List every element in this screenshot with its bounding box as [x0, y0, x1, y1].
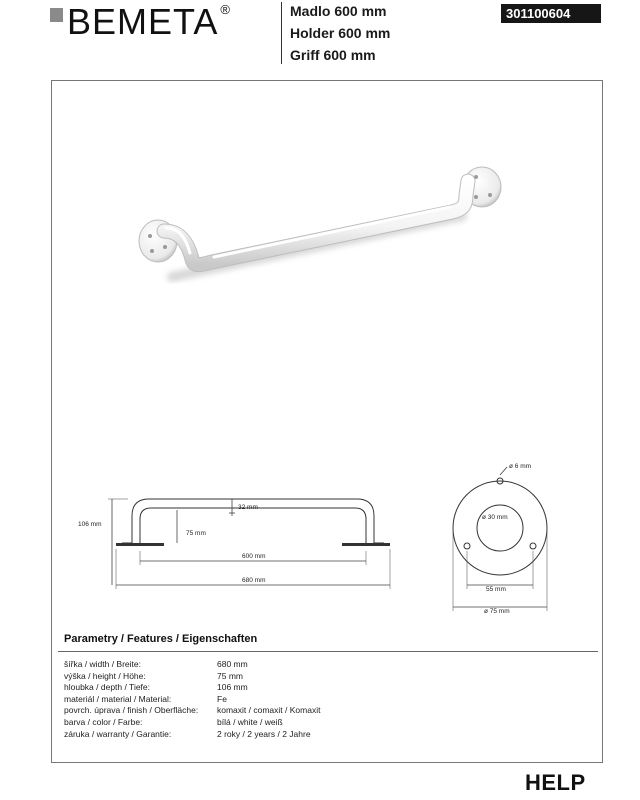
dim-total-width-label: 680 mm [242, 577, 266, 584]
param-value: 75 mm [217, 670, 243, 681]
param-row [64, 717, 484, 729]
brand-name: BEMETA [67, 1, 219, 42]
title-de: Griff 600 mm [290, 47, 376, 63]
param-row [64, 682, 484, 694]
dim-outer-diameter-label: ø 75 mm [484, 608, 510, 615]
params-title: Parametry / Features / Eigenschaften [64, 633, 258, 645]
param-row [64, 694, 484, 706]
brand-logo [50, 2, 230, 42]
page-header [0, 0, 640, 70]
param-row [64, 659, 484, 671]
param-row [64, 671, 484, 683]
dim-inner-diameter-label: ø 30 mm [482, 514, 508, 521]
param-name: záruka / warranty / Garantie: [64, 728, 172, 739]
params-table [64, 659, 484, 740]
param-name: hloubka / depth / Tiefe: [64, 682, 151, 693]
param-value: komaxit / comaxit / Komaxit [217, 705, 321, 716]
logo-mark-icon [50, 8, 63, 22]
series-name: HELP [525, 770, 586, 795]
dim-height-label: 106 mm [78, 521, 102, 528]
param-name: materiál / material / Material: [64, 693, 172, 704]
title-en: Holder 600 mm [290, 25, 391, 41]
header-divider [281, 2, 282, 64]
param-value: 106 mm [217, 682, 248, 693]
param-name: povrch. úprava / finish / Oberfläche: [64, 705, 199, 716]
technical-drawing [52, 461, 602, 631]
dim-hole-distance-label: 55 mm [486, 586, 506, 593]
dim-inner-width-label: 600 mm [242, 553, 266, 560]
param-name: šířka / width / Breite: [64, 659, 141, 669]
param-name: výška / height / Höhe: [64, 670, 146, 681]
product-photo [52, 81, 602, 461]
param-value: 680 mm [217, 659, 248, 669]
dim-depth-label: 32 mm [238, 504, 258, 511]
dim-hole-label: ø 6 mm [509, 463, 532, 470]
params-divider [58, 651, 598, 652]
registered-mark: ® [220, 2, 230, 17]
param-row [64, 705, 484, 717]
param-value: bílá / white / weiß [217, 716, 283, 727]
product-titles [290, 0, 390, 66]
dim-inner-height-label: 75 mm [186, 530, 206, 537]
param-name: barva / color / Farbe: [64, 716, 143, 727]
title-cz: Madlo 600 mm [290, 3, 387, 19]
param-row [64, 729, 484, 741]
param-value: Fe [217, 693, 227, 704]
product-code-badge: 301100604 [501, 4, 601, 23]
param-value: 2 roky / 2 years / 2 Jahre [217, 728, 311, 739]
